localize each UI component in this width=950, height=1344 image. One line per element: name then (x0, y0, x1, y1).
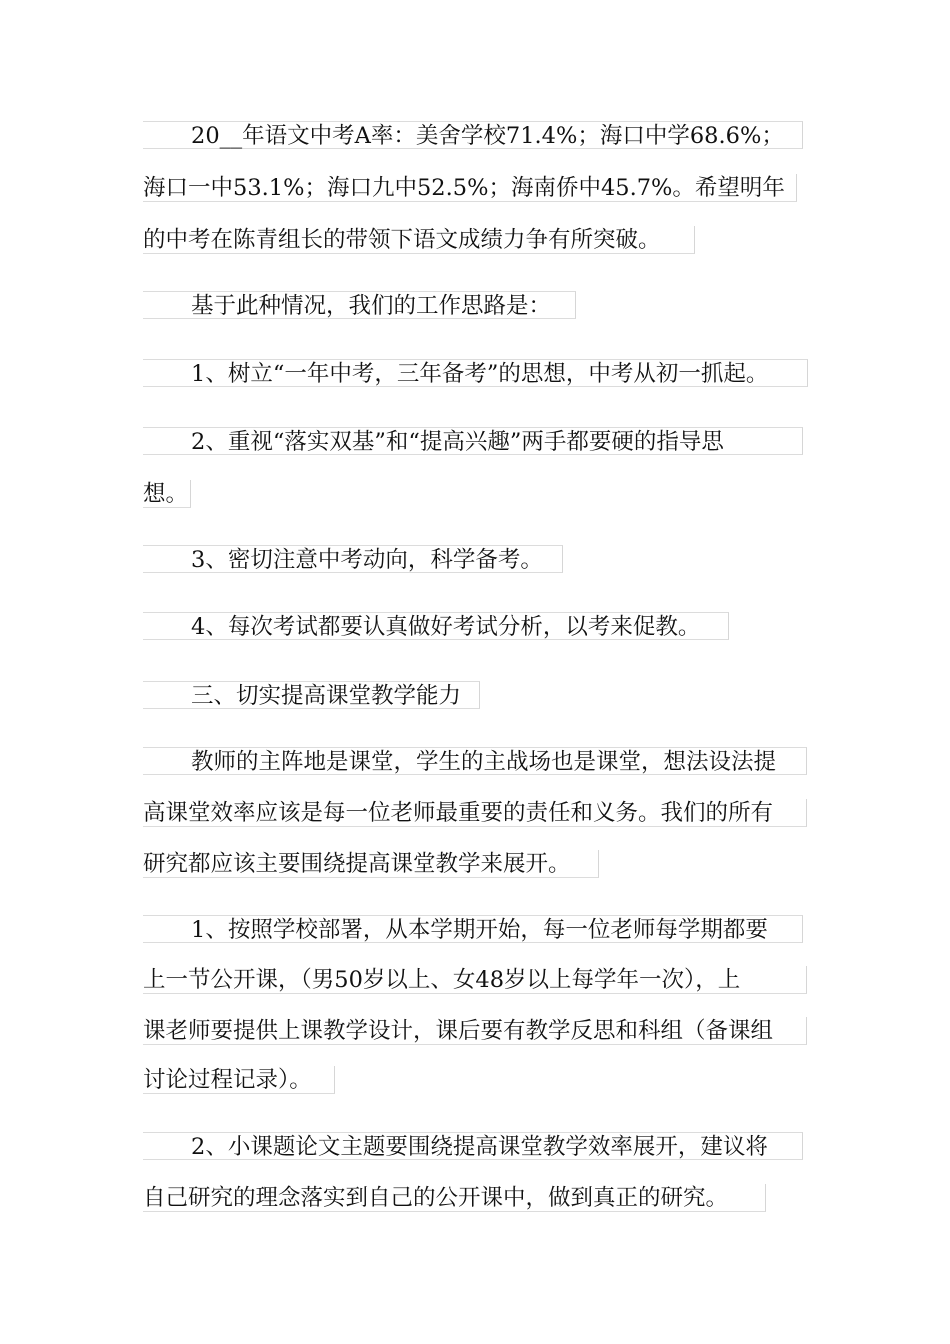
paragraph-line (143, 121, 803, 149)
list-item (143, 966, 807, 994)
line-text: 1、按照学校部署，从本学期开始，每一位老师每学期都要 (191, 917, 768, 943)
line-text: 想。 (143, 481, 189, 507)
list-item (143, 427, 803, 455)
paragraph-line (143, 226, 695, 254)
line-text: 讨论过程记录）。 (143, 1067, 312, 1093)
line-text: 基于此种情况，我们的工作思路是： (191, 293, 552, 319)
line-text: 20__年语文中考A率：美舍学校71.4%；海口中学68.6%； (191, 123, 784, 149)
line-text: 教师的主阵地是课堂，学生的主战场也是课堂，想法设法提 (191, 749, 777, 775)
list-item (143, 1132, 803, 1160)
line-text: 课老师要提供上课教学设计，课后要有教学反思和科组（备课组 (143, 1018, 774, 1044)
section-heading (143, 681, 480, 709)
line-text: 高课堂效率应该是每一位老师最重要的责任和义务。我们的所有 (143, 800, 774, 826)
line-text: 自己研究的理念落实到自己的公开课中，做到真正的研究。 (143, 1185, 729, 1211)
line-text: 2、小课题论文主题要围绕提高课堂教学效率展开，建议将 (191, 1134, 768, 1160)
heading-text: 三、切实提高课堂教学能力 (191, 683, 462, 709)
line-text: 上一节公开课，（男50岁以上、女48岁以上每学年一次），上 (143, 967, 741, 993)
line-text: 3、密切注意中考动向，科学备考。 (191, 547, 543, 573)
line-text: 2、重视“落实双基”和“提高兴趣”两手都要硬的指导思 (191, 429, 724, 455)
list-item (143, 915, 803, 943)
paragraph-line (143, 747, 807, 775)
paragraph-line (143, 850, 599, 878)
line-text: 海口一中53.1%；海口九中52.5%；海南侨中45.7%。希望明年 (143, 175, 785, 201)
line-text: 研究都应该主要围绕提高课堂教学来展开。 (143, 851, 571, 877)
line-text: 的中考在陈青组长的带领下语文成绩力争有所突破。 (143, 227, 661, 253)
line-text: 4、每次考试都要认真做好考试分析，以考来促教。 (191, 614, 701, 640)
line-text: 1、树立“一年中考，三年备考”的思想，中考从初一抓起。 (191, 361, 769, 387)
paragraph-line (143, 799, 807, 827)
paragraph-line (143, 174, 797, 202)
list-item (143, 612, 729, 640)
list-item (143, 1184, 766, 1212)
list-item (143, 1066, 335, 1094)
paragraph-line (143, 291, 576, 319)
list-item (143, 1017, 807, 1045)
list-item (143, 359, 808, 387)
list-item (143, 545, 563, 573)
list-item (143, 480, 191, 508)
